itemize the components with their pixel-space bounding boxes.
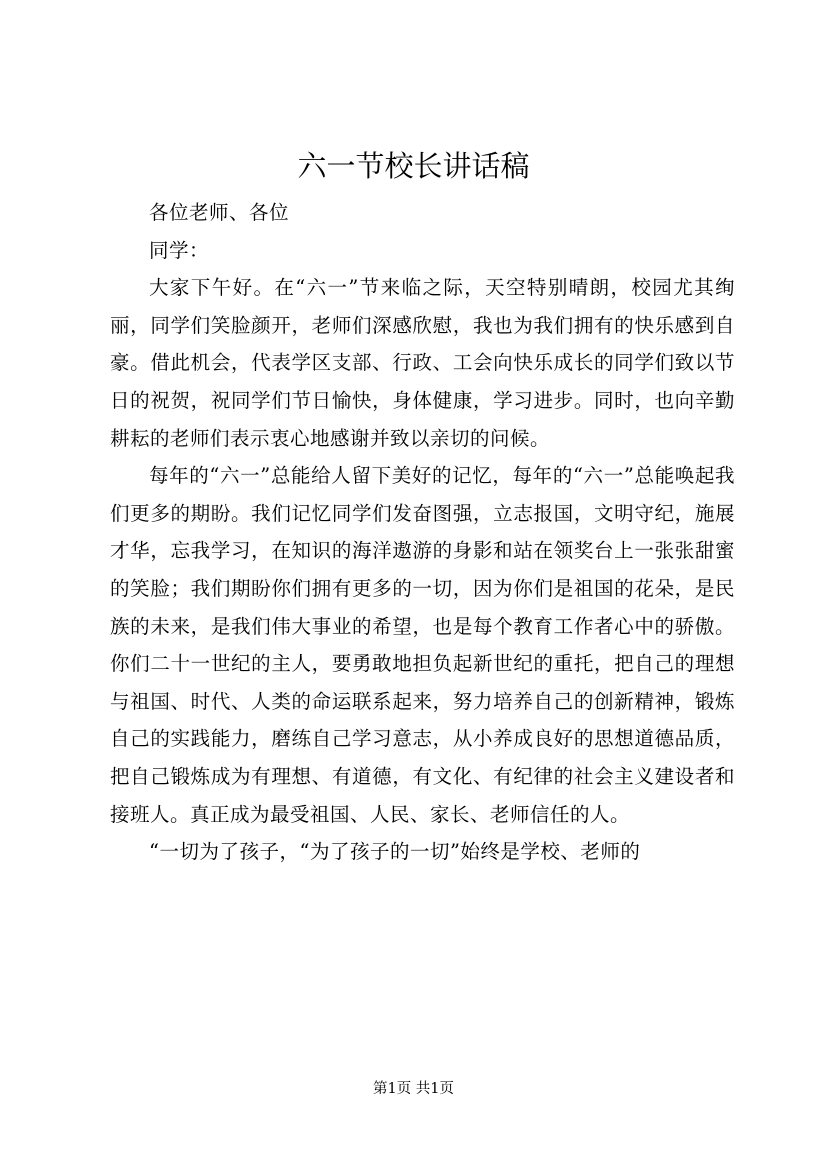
- document-title: 六一节校长讲话稿: [297, 149, 530, 183]
- paragraph-closing-partial: “一切为了孩子，“为了孩子的一切”始终是学校、老师的: [149, 840, 641, 864]
- page-footer: 第1页 共1页: [372, 1081, 455, 1097]
- salutation-line-2: 同学：: [149, 238, 210, 262]
- paragraph-greeting: 大家下午好。在“六一”节来临之际，天空特别晴朗，校园尤其绚丽，同学们笑脸颜开，老师们深感欣慰，我也为我们拥有的快乐感到自豪。借此机会，代表学区支部、行政、工会向快乐成长的同学们致以节日的祝贺，祝同学们节日愉快，身体健康，学习进步。同时，也向辛勤耕耘的老师们表示衷心地感谢并致以亲切的问候。: [110, 276, 735, 450]
- salutation-line-1: 各位老师、各位: [149, 201, 290, 224]
- document-body: [110, 194, 735, 871]
- paragraph-expectations: 每年的“六一”总能给人留下美好的记忆，每年的“六一”总能唤起我们更多的期盼。我们记忆同学们发奋图强，立志报国，文明守纪，施展才华，忘我学习，在知识的海洋遨游的身影和站在领奖台上一张张甜蜜的笑脸；我们期盼你们拥有更多的一切，因为你们是祖国的花朵，是民族的未来，是我们伟大事业的希望，也是每个教育工作者心中的骄傲。你们二十一世纪的主人，要勇敢地担负起新世纪的重托，把自己的理想与祖国、时代、人类的命运联系起来，努力培养自己的创新精神，锻炼自己的实践能力，磨练自己学习意志，从小养成良好的思想道德品质，把自己锻炼成为有理想、有道德，有文化、有纪律的社会主义建设者和接班人。真正成为最受祖国、人民、家长、老师信任的人。: [110, 464, 735, 826]
